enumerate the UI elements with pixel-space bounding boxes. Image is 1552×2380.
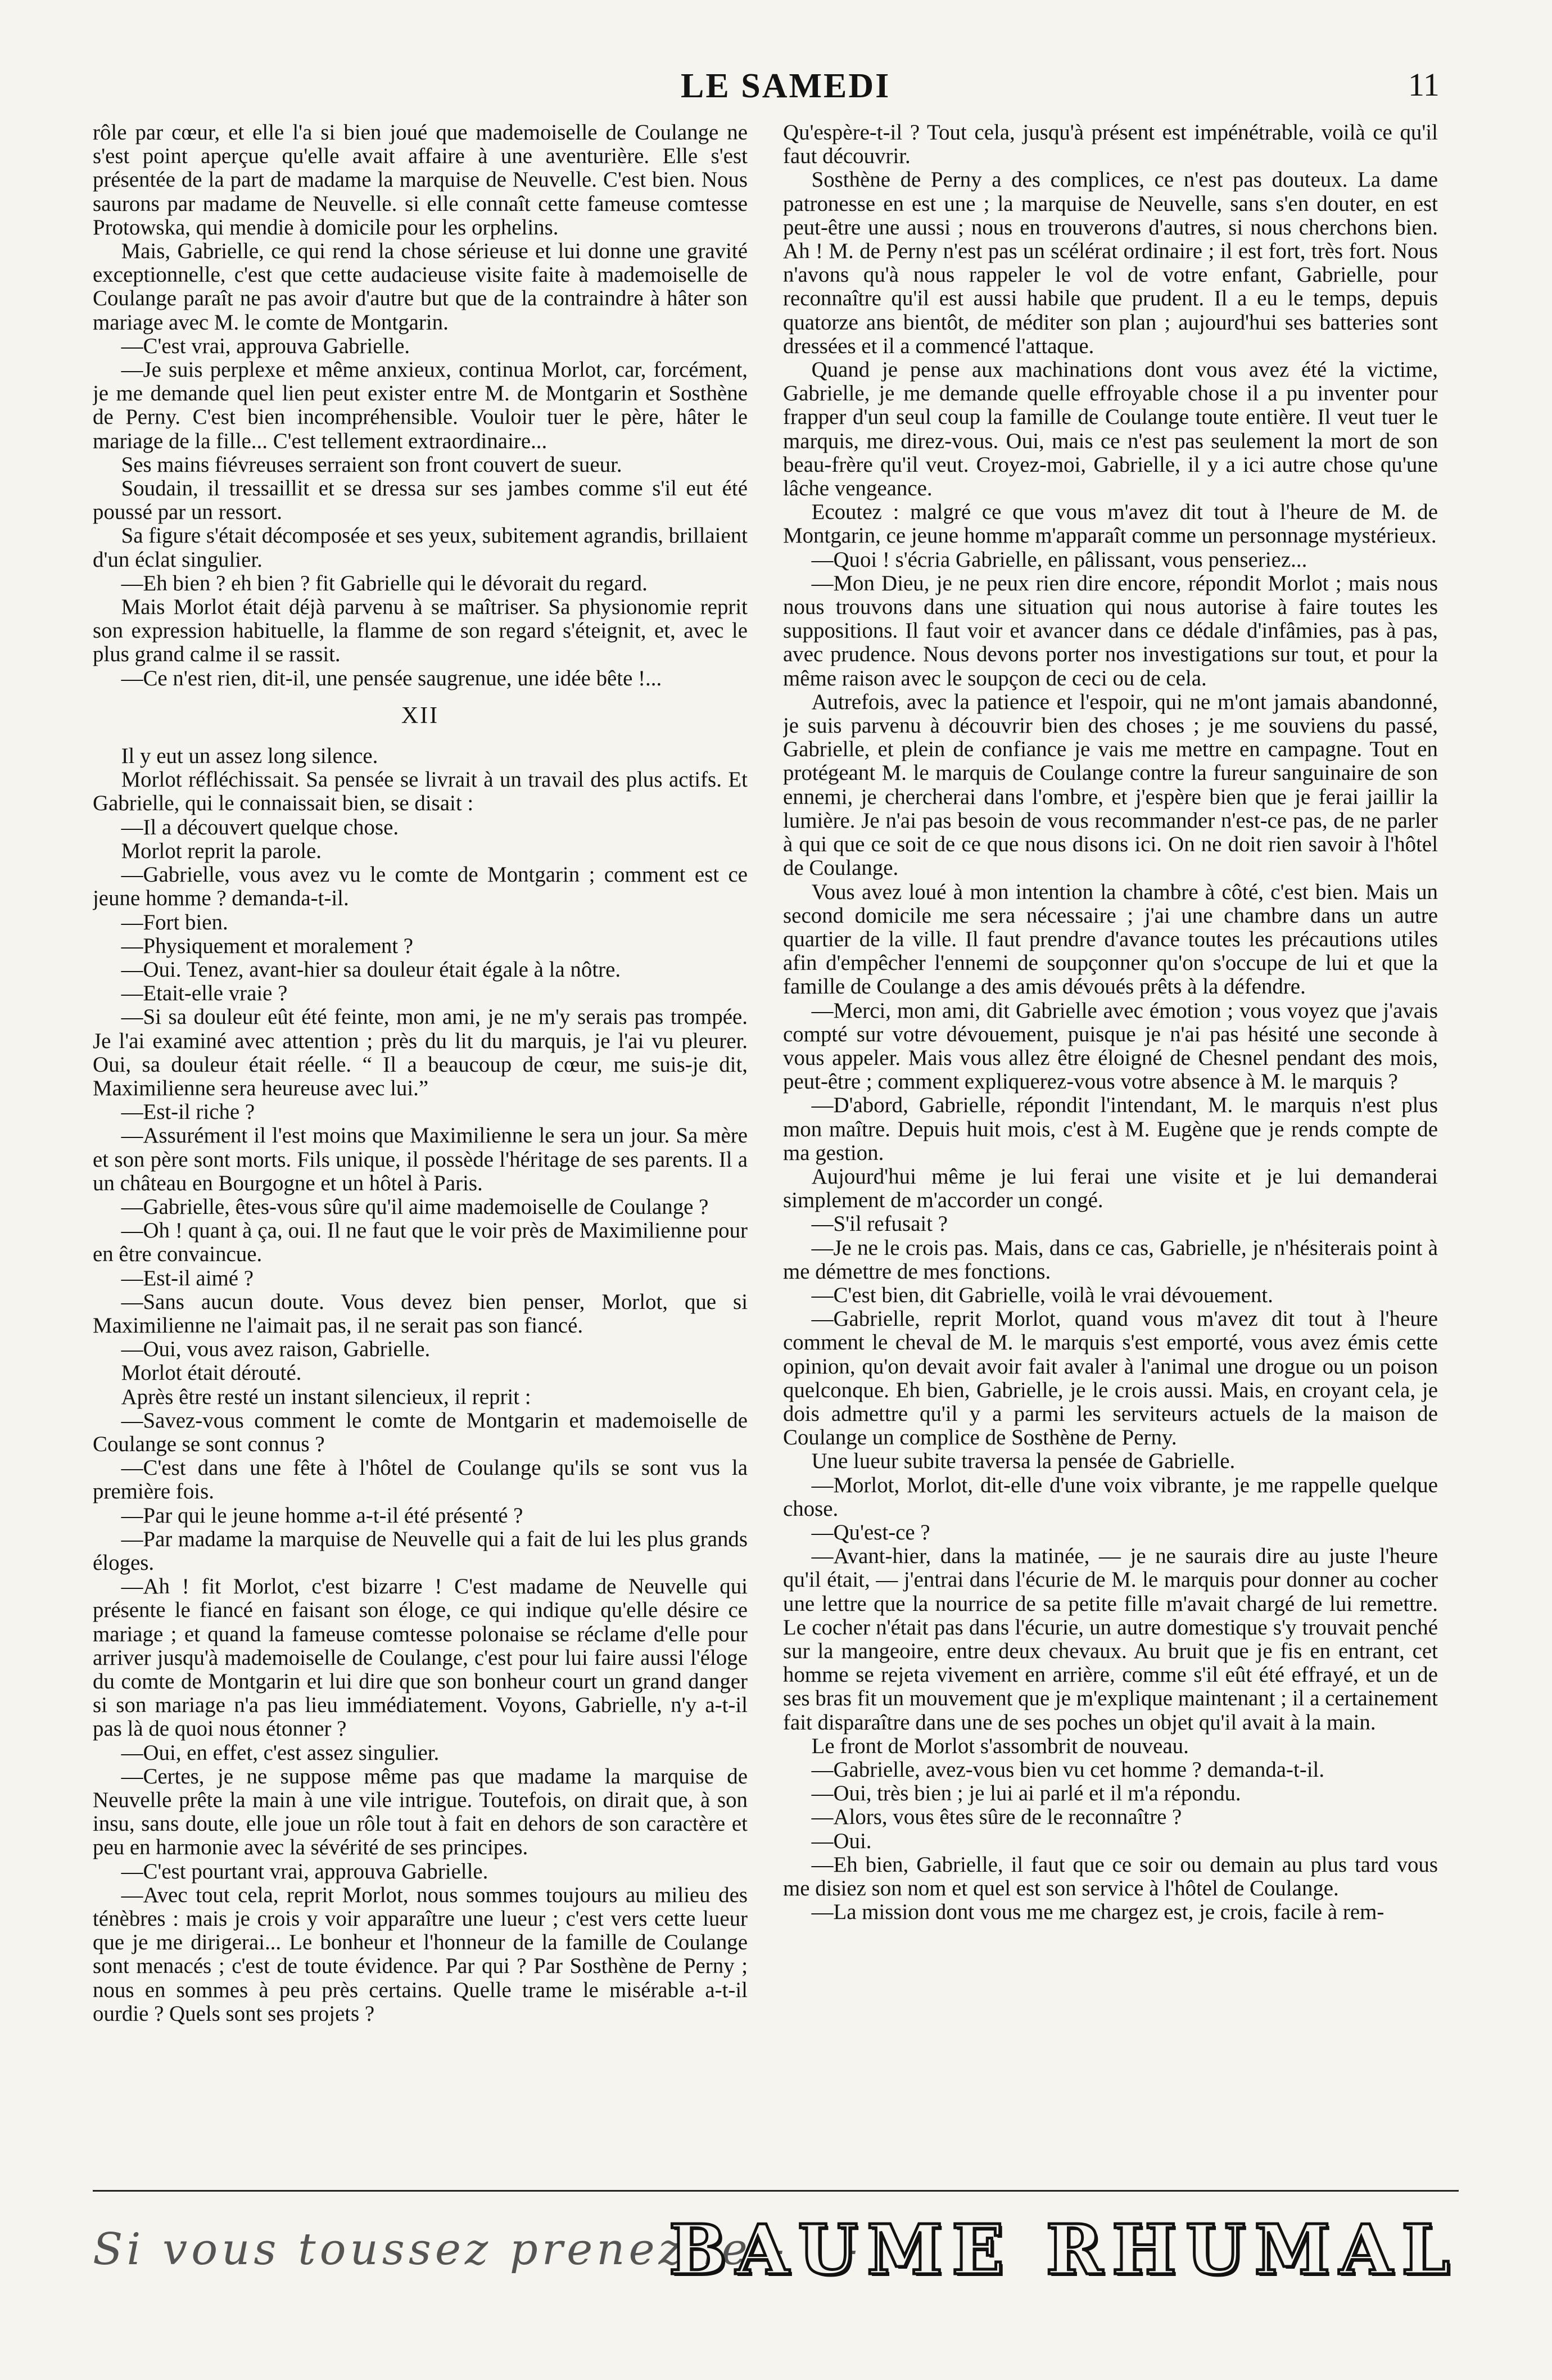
paragraph: —Fort bien.: [121, 910, 228, 934]
paragraph: Morlot était dérouté.: [121, 1361, 302, 1385]
paragraph: Morlot reprit la parole.: [121, 838, 322, 863]
page-number: 11: [1408, 66, 1440, 103]
paragraph: Aujourd'hui même je lui ferai une visite et je lui demanderai simplement de m'accorder un congé.: [783, 1164, 1438, 1213]
footer-divider: [93, 2190, 1459, 2192]
paragraph: —Par qui le jeune homme a-t-il été présenté ?: [121, 1503, 523, 1528]
paragraph: Quand je pense aux machinations dont vous avez été la victime, Gabrielle, je me demande quelle effroyable chose il a pu inventer pour frapper d'un seul coup la famille de Coulange toute entière. Il veut tuer le marquis, me direz-vous. Oui, mais ce n'est pas seulement la mort de son beau-frère qu'il veut. Croyez-moi, Gabrielle, il y a ici autre chose qu'une lâche vengeance.: [783, 358, 1438, 501]
advertisement-brand: BAUME RHUMAL: [668, 2209, 1459, 2290]
paragraph: —Alors, vous êtes sûre de le reconnaître ?: [811, 1805, 1182, 1830]
paragraph: —Physiquement et moralement ?: [121, 933, 414, 958]
paragraph: —Gabrielle, êtes-vous sûre qu'il aime mademoiselle de Coulange ?: [121, 1194, 709, 1219]
paragraph: —Savez-vous comment le comte de Montgarin et mademoiselle de Coulange se sont connus ?: [93, 1408, 748, 1456]
paragraph: —D'abord, Gabrielle, répondit l'intendant, M. le marquis n'est plus mon maître. Depuis huit mois, c'est à M. Eugène que je rends compte de ma gestion.: [783, 1093, 1438, 1165]
paragraph: Ecoutez : malgré ce que vous m'avez dit tout à l'heure de M. de Montgarin, ce jeune homme m'apparaît comme un personnage mystérieux.: [783, 500, 1438, 548]
paragraph: —Est-il riche ?: [121, 1100, 255, 1124]
paragraph: —Si sa douleur eût été feinte, mon ami, je ne m'y serais pas trompée. Je l'ai examiné avec attention ; près du lit du marquis, je l'ai vu pleurer. Oui, sa douleur était réelle. “ Il a beaucoup de cœur, me suis-je dit, Maximilienne sera heureuse avec lui.”: [93, 1005, 748, 1100]
paragraph: Qu'espère-t-il ? Tout cela, jusqu'à présent est impénétrable, voilà ce qu'il faut découvrir.: [783, 121, 1438, 169]
paragraph: —Oui.: [811, 1828, 872, 1853]
advertisement-text: Si vous toussez prenez le - - -: [93, 2224, 862, 2275]
paragraph: —Oui, très bien ; je lui ai parlé et il m'a répondu.: [811, 1781, 1241, 1806]
paragraph: —Oui, en effet, c'est assez singulier.: [121, 1740, 440, 1765]
paragraph: —Morlot, Morlot, dit-elle d'une voix vibrante, je me rappelle quelque chose.: [783, 1473, 1438, 1521]
paragraph: —Ce n'est rien, dit-il, une pensée saugrenue, une idée bête !...: [121, 666, 662, 690]
paragraph: —Gabrielle, avez-vous bien vu cet homme ? demanda-t-il.: [811, 1758, 1325, 1782]
paragraph: —Assurément il l'est moins que Maximilienne le sera un jour. Sa mère et son père sont morts. Fils unique, il possède l'héritage de ses parents. Il a un château en Bourgogne et un hôtel à Paris.: [93, 1123, 748, 1195]
paragraph: —Qu'est-ce ?: [811, 1520, 930, 1544]
left-column-text-before: [93, 121, 748, 690]
paragraph: Mais, Gabrielle, ce qui rend la chose sérieuse et lui donne une gravité exceptionnelle, c'est que cette audacieuse visite faite à mademoiselle de Coulange paraît ne pas avoir d'autre but que de la contraindre à hâter son mariage avec M. le comte de Montgarin.: [93, 239, 748, 335]
paragraph: —Oh ! quant à ça, oui. Il ne faut que le voir près de Maximilienne pour en être convaincue.: [93, 1218, 748, 1267]
right-column: [783, 121, 1438, 2184]
paragraph: Mais Morlot était déjà parvenu à se maîtriser. Sa physionomie reprit son expression habituelle, la flamme de son regard s'éteignit, et, avec le plus grand calme il se rassit.: [93, 595, 748, 667]
left-column: [93, 121, 748, 2184]
advertisement-banner: [93, 2209, 1459, 2304]
paragraph: —C'est vrai, approuva Gabrielle.: [121, 333, 410, 358]
left-column-text-after: [93, 744, 748, 2026]
paragraph: —C'est pourtant vrai, approuva Gabrielle.: [121, 1859, 488, 1884]
page-title: LE SAMEDI: [681, 67, 891, 105]
paragraph: —Eh bien, Gabrielle, il faut que ce soir ou demain au plus tard vous me disiez son nom et quel est son service à l'hôtel de Coulange.: [783, 1852, 1438, 1901]
paragraph: —Ah ! fit Morlot, c'est bizarre ! C'est madame de Neuvelle qui présente le fiancé en faisant son éloge, ce qui indique qu'elle désire ce mariage ; et quand la fameuse comtesse polonaise se réclame d'elle pour arriver jusqu'à mademoiselle de Coulange, c'est pour lui faire aussi l'éloge du comte de Montgarin et lui dire que son bonheur court un grand danger si son mariage n'a pas lieu immédiatement. Voyons, Gabrielle, n'y a-t-il pas là de quoi nous étonner ?: [93, 1574, 748, 1741]
right-column-text: [783, 121, 1438, 1924]
page-header: [0, 0, 1552, 112]
paragraph: —C'est dans une fête à l'hôtel de Coulange qu'ils se sont vus la première fois.: [93, 1456, 748, 1504]
paragraph: Le front de Morlot s'assombrit de nouveau.: [811, 1733, 1189, 1758]
paragraph: —Avant-hier, dans la matinée, — je ne saurais dire au juste l'heure qu'il était, — j'entrai dans l'écurie de M. le marquis pour donner au cocher une lettre que la nourrice de sa petite fille m'avait chargé de lui remettre. Le cocher n'était pas dans l'écurie, un autre domestique s'y trouvait penché sur la mangeoire, entre deux chevaux. Au bruit que je fis en entrant, cet homme se rejeta vivement en arrière, comme s'il eût été effrayé, et un de ses bras fit un mouvement que je m'explique maintenant ; il a certainement fait disparaître dans une de ses poches un objet qu'il avait à la main.: [783, 1544, 1438, 1735]
paragraph: Après être resté un instant silencieux, il reprit :: [121, 1384, 531, 1409]
paragraph: —Eh bien ? eh bien ? fit Gabrielle qui le dévorait du regard.: [121, 571, 648, 595]
paragraph: —Je suis perplexe et même anxieux, continua Morlot, car, forcément, je me demande quel lien peut exister entre M. de Montgarin et Sosthène de Perny. C'est bien incompréhensible. Vouloir tuer le père, hâter le mariage de la fille... C'est tellement extraordinaire...: [93, 358, 748, 453]
paragraph: —La mission dont vous me me chargez est, je crois, facile à rem-: [811, 1900, 1384, 1925]
paragraph: Soudain, il tressaillit et se dressa sur ses jambes comme s'il eut été poussé par un ressort.: [93, 476, 748, 525]
paragraph: —Certes, je ne suppose même pas que madame la marquise de Neuvelle prête la main à une vile intrigue. Toutefois, on dirait que, à son insu, sans doute, elle joue un rôle tout à fait en dehors de son caractère et peu en harmonie avec la sévérité de ses principes.: [93, 1764, 748, 1860]
paragraph: —Gabrielle, vous avez vu le comte de Montgarin ; comment est ce jeune homme ? demanda-t-il.: [93, 862, 748, 911]
paragraph: —Avec tout cela, reprit Morlot, nous sommes toujours au milieu des ténèbres : mais je crois y voir apparaître une lueur ; c'est vers cette lueur que je me dirigerai... Le bonheur et l'honneur de la famille de Coulange sont menacés ; c'est de toute évidence. Par qui ? Par Sosthène de Perny ; nous en sommes à peu près certains. Quelle trame le misérable a-t-il ourdie ? Quels sont ses projets ?: [93, 1882, 748, 2026]
paragraph: —Est-il aimé ?: [121, 1266, 254, 1290]
paragraph: —Oui. Tenez, avant-hier sa douleur était égale à la nôtre.: [121, 957, 621, 982]
paragraph: —Sans aucun doute. Vous devez bien penser, Morlot, que si Maximilienne ne l'aimait pas, il ne serait pas son fiancé.: [93, 1289, 748, 1338]
paragraph: Sa figure s'était décomposée et ses yeux, subitement agrandis, brillaient d'un éclat singulier.: [93, 523, 748, 572]
paragraph: Il y eut un assez long silence.: [121, 744, 378, 769]
paragraph: Vous avez loué à mon intention la chambre à côté, c'est bien. Mais un second domicile me sera nécessaire ; j'ai une chambre dans un autre quartier de la ville. Il faut prendre d'avance toutes les précautions utiles afin d'empêcher l'ennemi de soupçonner qu'on s'occupe de lui et que la famille de Coulange a des amis dévoués prêts à la défendre.: [783, 879, 1438, 999]
paragraph: Morlot réfléchissait. Sa pensée se livrait à un travail des plus actifs. Et Gabrielle, qui le connaissait bien, se disait :: [93, 767, 748, 816]
paragraph: —Quoi ! s'écria Gabrielle, en pâlissant, vous penseriez...: [811, 547, 1307, 572]
paragraph: Ses mains fiévreuses serraient son front couvert de sueur.: [121, 452, 622, 477]
paragraph: —Etait-elle vraie ?: [121, 981, 288, 1006]
paragraph: —Oui, vous avez raison, Gabrielle.: [121, 1337, 431, 1362]
paragraph: —Il a découvert quelque chose.: [121, 815, 399, 839]
paragraph: —Par madame la marquise de Neuvelle qui a fait de lui les plus grands éloges.: [93, 1527, 748, 1575]
chapter-heading: XII: [401, 702, 440, 729]
paragraph: —S'il refusait ?: [811, 1212, 948, 1236]
paragraph: Sosthène de Perny a des complices, ce n'est pas douteux. La dame patronesse en est une ; la marquise de Neuvelle, sans s'en douter, en est peut-être une aussi ; nous en trouverons d'autres, si nous cherchons bien. Ah ! M. de Perny n'est pas un scélérat ordinaire ; il est fort, très fort. Nous n'avons qu'à nous rappeler le vol de votre enfant, Gabrielle, pour reconnaître qu'il est aussi habile que prudent. Il a eu le temps, depuis quatorze ans bientôt, de méditer son plan ; aujourd'hui ses batteries sont dressées et il a commencé l'attaque.: [783, 168, 1438, 358]
paragraph: —Mon Dieu, je ne peux rien dire encore, répondit Morlot ; mais nous nous trouvons dans une situation qui nous autorise à faire toutes les suppositions. Il faut voir et avancer dans ce dédale d'infâmies, pas à pas, avec prudence. Nous devons porter nos investigations sur tout, et pour la même raison avec le soupçon de ceci ou de cela.: [783, 571, 1438, 690]
paragraph: rôle par cœur, et elle l'a si bien joué que mademoiselle de Coulange ne s'est point aperçue qu'elle avait affaire à une aventurière. Elle s'est présentée de la part de madame la marquise de Neuvelle. C'est bien. Nous saurons par madame de Neuvelle. si elle connaît cette fameuse comtesse Protowska, qui mendie à domicile pour les orphelins.: [93, 121, 748, 240]
paragraph: —Je ne le crois pas. Mais, dans ce cas, Gabrielle, je n'hésiterais point à me démettre de mes fonctions.: [783, 1235, 1438, 1284]
paragraph: —Merci, mon ami, dit Gabrielle avec émotion ; vous voyez que j'avais compté sur votre dévouement, puisque je n'ai pas hésité une seconde à vous appeler. Mais vous allez être éloigné de Chesnel pendant des mois, peut-être ; comment expliquerez-vous votre absence à M. le marquis ?: [783, 998, 1438, 1094]
paragraph: Une lueur subite traversa la pensée de Gabrielle.: [811, 1449, 1236, 1474]
paragraph: Autrefois, avec la patience et l'espoir, qui ne m'ont jamais abandonné, je suis parvenu à découvrir bien des choses ; je me souviens du passé, Gabrielle, et plein de confiance je vais me mettre en campagne. Tout en protégeant M. le marquis de Coulange contre la fureur sanguinaire de son ennemi, je chercherai dans l'ombre, et j'espère bien que je ferai jaillir la lumière. Je n'ai pas besoin de vous recommander n'est-ce pas, de ne parler à qui que ce soit de ce que nous disons ici. On ne doit rien savoir à l'hôtel de Coulange.: [783, 689, 1438, 880]
paragraph: —Gabrielle, reprit Morlot, quand vous m'avez dit tout à l'heure comment le cheval de M. le marquis s'est emporté, vous avez émis cette opinion, qu'on devait avoir fait avaler à l'animal une drogue ou un poison quelconque. Eh bien, Gabrielle, je le crois aussi. Mais, en croyant cela, je dois admettre qu'il y a parmi les serviteurs actuels de la maison de Coulange un complice de Sosthène de Perny.: [783, 1307, 1438, 1450]
paragraph: —C'est bien, dit Gabrielle, voilà le vrai dévouement.: [811, 1282, 1273, 1307]
